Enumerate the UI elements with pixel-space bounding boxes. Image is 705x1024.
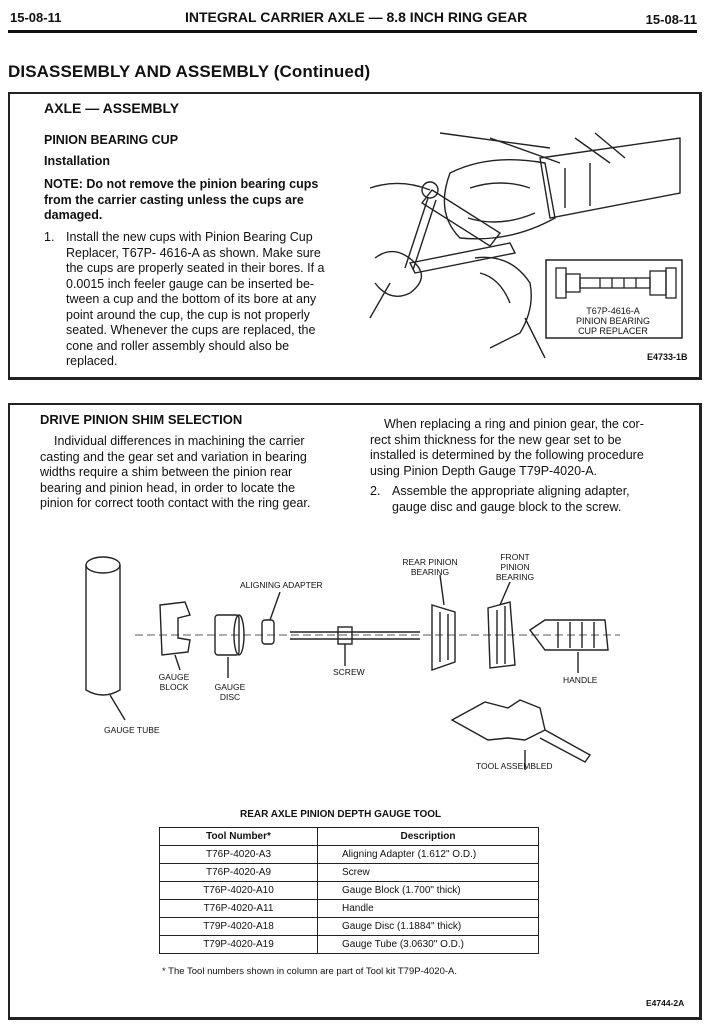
label-line: PINION <box>500 562 530 572</box>
step-1 <box>44 230 344 370</box>
step-line: Assemble the appropriate aligning adapter, <box>392 484 630 498</box>
step-2 <box>370 484 670 515</box>
step-number: 2. <box>370 484 381 498</box>
figure-callout <box>548 306 678 336</box>
description-cell: Aligning Adapter (1.612" O.D.) <box>318 846 539 864</box>
pinion-depth-gauge-diagram <box>0 540 705 780</box>
label-gauge-block <box>156 672 192 692</box>
description-cell: Gauge Disc (1.1884" thick) <box>318 918 539 936</box>
axle-assembly-heading: AXLE — ASSEMBLY <box>44 100 180 116</box>
table-row <box>160 846 539 864</box>
label-line: BLOCK <box>159 682 189 692</box>
label-gauge-tube: GAUGE TUBE <box>104 725 160 735</box>
section-title: DISASSEMBLY AND ASSEMBLY (Continued) <box>8 62 371 81</box>
label-line: REAR PINION <box>402 557 458 567</box>
table-footnote: * The Tool numbers shown in column are part of Tool kit T79P-4020-A. <box>162 966 458 977</box>
paragraph-line: rect shim thickness for the new gear set to be <box>370 432 622 447</box>
paragraph-line: pinion for correct tooth contact with the ring gear. <box>40 496 311 510</box>
label-line: DISC <box>219 692 241 702</box>
paragraph-line: Individual differences in machining the carrier <box>54 434 305 448</box>
installation-heading: Installation <box>44 154 110 168</box>
step-line: Replacer, T67P- 4616-A as shown. Make sure <box>66 245 321 260</box>
page-number-left: 15-08-11 <box>10 10 62 25</box>
caution-note <box>44 177 344 224</box>
figure-code: E4733-1B <box>647 352 688 362</box>
page-number-right: 15-08-11 <box>645 12 697 27</box>
shim-selection-heading: DRIVE PINION SHIM SELECTION <box>40 412 243 427</box>
tool-table <box>159 827 539 954</box>
table-row <box>160 882 539 900</box>
label-gauge-disc <box>212 682 248 702</box>
diagram-code: E4744-2A <box>646 998 685 1008</box>
table-header-row <box>160 828 539 846</box>
step-text <box>66 230 324 370</box>
label-line: BEARING <box>410 567 450 577</box>
shim-intro-paragraph <box>40 434 340 512</box>
tool-number-cell: T76P-4020-A3 <box>160 846 318 864</box>
step-line: replaced. <box>66 354 118 368</box>
label-line: BEARING <box>495 572 535 582</box>
tool-number-cell: T76P-4020-A10 <box>160 882 318 900</box>
description-cell: Gauge Tube (3.0630" O.D.) <box>318 936 539 954</box>
step-line: gauge disc and gauge block to the screw. <box>392 499 622 514</box>
table-row <box>160 936 539 954</box>
table-title: REAR AXLE PINION DEPTH GAUGE TOOL <box>240 809 442 820</box>
tool-number-cell: T79P-4020-A18 <box>160 918 318 936</box>
step-line: Install the new cups with Pinion Bearing Cup <box>66 230 313 244</box>
label-aligning-adapter: ALIGNING ADAPTER <box>240 580 323 590</box>
note-line: NOTE: Do not remove the pinion bearing cups <box>44 177 319 191</box>
label-line: FRONT <box>500 552 530 562</box>
label-handle: HANDLE <box>563 675 598 685</box>
table-row <box>160 918 539 936</box>
note-line: from the carrier casting unless the cups are <box>44 192 304 207</box>
paragraph-line: widths require a shim between the pinion rear <box>40 465 293 479</box>
paragraph-line: installed is determined by the following procedure <box>370 448 644 462</box>
label-line: GAUGE <box>158 672 190 682</box>
paragraph-line: casting and the gear set and variation in bearing <box>40 449 307 464</box>
step-number: 1. <box>44 230 55 244</box>
description-cell: Screw <box>318 864 539 882</box>
paragraph-line: When replacing a ring and pinion gear, the cor- <box>384 417 644 431</box>
tool-number-cell: T76P-4020-A11 <box>160 900 318 918</box>
callout-line: CUP REPLACER <box>578 326 648 336</box>
label-front-pinion-bearing <box>492 552 538 582</box>
label-rear-pinion-bearing <box>400 557 460 577</box>
note-line: damaged. <box>44 208 103 222</box>
step-line: seated. Whenever the cups are replaced, the <box>66 323 316 337</box>
header-rule <box>8 30 697 33</box>
description-cell: Gauge Block (1.700" thick) <box>318 882 539 900</box>
paragraph-line: bearing and pinion head, in order to locate the <box>40 480 296 495</box>
step-line: cone and roller assembly should also be <box>66 338 290 353</box>
label-line: GAUGE <box>214 682 246 692</box>
tool-number-cell: T76P-4020-A9 <box>160 864 318 882</box>
column-header-description: Description <box>318 828 539 846</box>
callout-line: T67P-4616-A <box>586 306 640 316</box>
label-screw: SCREW <box>333 667 365 677</box>
paragraph-line: using Pinion Depth Gauge T79P-4020-A. <box>370 463 598 478</box>
pinion-bearing-cup-heading: PINION BEARING CUP <box>44 133 179 147</box>
table-row <box>160 900 539 918</box>
label-tool-assembled: TOOL ASSEMBLED <box>476 761 553 771</box>
step-line: 0.0015 inch feeler gauge can be inserted be- <box>66 276 315 291</box>
step-line: point around the cup, the cup is not properly <box>66 307 310 322</box>
column-header-tool-number: Tool Number* <box>160 828 318 846</box>
running-title: INTEGRAL CARRIER AXLE — 8.8 INCH RING GEAR <box>185 9 528 25</box>
step-text <box>392 484 630 515</box>
step-line: tween a cup and the bottom of its bore at any <box>66 292 317 306</box>
table-row <box>160 864 539 882</box>
tool-number-cell: T79P-4020-A19 <box>160 936 318 954</box>
shim-procedure-paragraph <box>370 417 670 479</box>
step-line: the cups are properly seated in their bores. If a <box>66 261 325 275</box>
description-cell: Handle <box>318 900 539 918</box>
callout-line: PINION BEARING <box>575 316 650 326</box>
